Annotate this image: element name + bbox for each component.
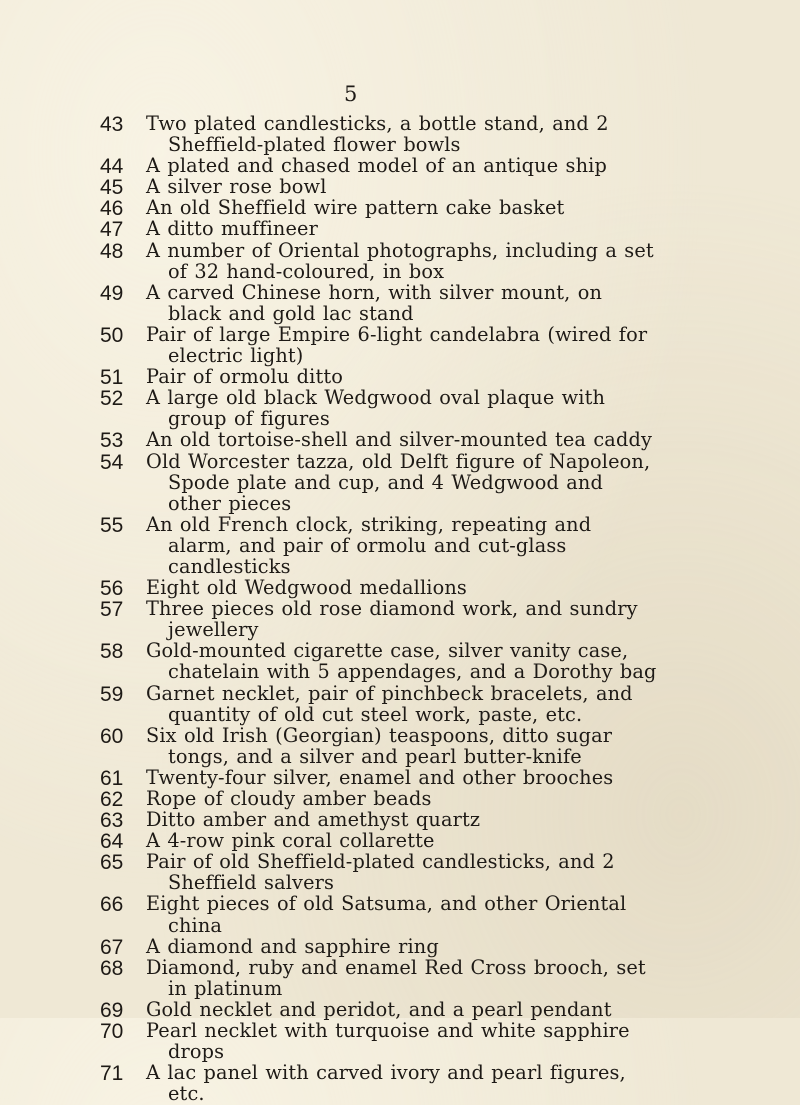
lot-number: 43 [100, 113, 124, 136]
lot-description: A lac panel with carved ivory and pearl figures, etc. [146, 1061, 626, 1105]
lot-number: 47 [100, 218, 124, 242]
lot-item [0, 598, 800, 640]
lot-item [0, 808, 800, 833]
lot-number: 44 [100, 155, 124, 179]
lot-item [0, 1020, 800, 1062]
lot-description: Six old Irish (Georgian) teaspoons, ditto sugar tongs, and a silver and pearl butter-knife [146, 723, 613, 768]
lot-description: Gold necklet and peridot, and a pearl pendant [146, 997, 612, 1021]
lot-number: 49 [100, 281, 124, 305]
lot-item [0, 428, 800, 453]
lot-number: 50 [100, 323, 124, 347]
lot-item [0, 387, 800, 429]
lot-description: A ditto muffineer [146, 217, 318, 241]
lot-item [0, 767, 800, 788]
lot-number: 56 [100, 577, 124, 601]
lot-description: Pair of old Sheffield-plated candlesticks, and 2 Sheffield salvers [146, 850, 615, 895]
lot-description: A large old black Wedgwood oval plaque with group of figures [146, 386, 606, 431]
lot-description: Pair of large Empire 6-light candelabra (wired for electric light) [146, 322, 648, 368]
lot-description: An old Sheffield wire pattern cake basket [146, 196, 565, 220]
lot-description: Ditto amber and amethyst quartz [146, 808, 481, 832]
lot-number: 60 [100, 724, 124, 748]
lot-item [0, 196, 800, 221]
lot-item [0, 936, 800, 957]
lot-description: A diamond and sapphire ring [146, 934, 439, 958]
lot-item [0, 683, 800, 725]
lot-item [0, 640, 800, 682]
lot-description: A carved Chinese horn, with silver mount, on black and gold lac stand [146, 280, 603, 325]
lot-number: 48 [100, 239, 124, 263]
lot-list [0, 113, 800, 1104]
page-number: 5 [344, 82, 358, 106]
lot-number: 64 [100, 830, 124, 854]
lot-description: Rope of cloudy amber beads [146, 787, 432, 810]
lot-description: Diamond, ruby and enamel Red Cross brooch, set in platinum [146, 955, 646, 1000]
lot-description: Eight old Wedgwood medallions [146, 576, 467, 600]
lot-item [0, 365, 800, 390]
lot-item [0, 788, 800, 809]
lot-item [0, 217, 800, 242]
lot-item [0, 324, 800, 366]
lot-item [0, 999, 800, 1020]
lot-number: 57 [100, 598, 124, 622]
lot-item [0, 113, 800, 155]
lot-description: Pearl necklet with turquoise and white sapphire drops [146, 1019, 630, 1064]
lot-item [0, 514, 800, 577]
lot-description: Pair of ormolu ditto [146, 365, 344, 389]
lot-number: 62 [100, 788, 124, 811]
lot-number: 65 [100, 851, 124, 875]
lot-description: Old Worcester tazza, old Delft figure of Napoleon, Spode plate and cup, and 4 Wedgwood and other pieces [146, 449, 651, 515]
lot-description: Garnet necklet, pair of pinchbeck bracelets, and quantity of old cut steel work, paste, etc. [146, 681, 633, 726]
lot-description: A silver rose bowl [146, 175, 327, 199]
lot-number: 63 [100, 809, 124, 833]
lot-item [0, 282, 800, 324]
lot-description: An old tortoise-shell and silver-mounted tea caddy [146, 428, 652, 452]
lot-number: 67 [100, 935, 124, 959]
lot-number: 45 [100, 176, 124, 200]
lot-item [0, 451, 800, 514]
lot-item [0, 576, 800, 601]
lot-number: 54 [100, 450, 124, 474]
lot-item [0, 957, 800, 999]
lot-item [0, 240, 800, 282]
lot-item [0, 893, 800, 935]
lot-item [0, 175, 800, 200]
lot-description: Eight pieces of old Satsuma, and other Oriental china [146, 892, 627, 937]
lot-number: 46 [100, 197, 124, 221]
lot-number: 59 [100, 682, 124, 706]
lot-item [0, 725, 800, 767]
lot-description: Twenty-four silver, enamel and other brooches [146, 765, 614, 789]
lot-description: A 4-row pink coral collarette [146, 829, 435, 853]
lot-number: 52 [100, 387, 124, 411]
lot-number: 51 [100, 366, 124, 390]
lot-number: 58 [100, 640, 124, 664]
lot-description: A plated and chased model of an antique ship [146, 154, 607, 178]
lot-item [0, 851, 800, 893]
lot-number: 71 [100, 1062, 124, 1086]
lot-number: 69 [100, 998, 124, 1022]
lot-description: A number of Oriental photographs, including a set of 32 hand-coloured, in box [146, 238, 654, 283]
lot-item [0, 154, 800, 179]
lot-number: 61 [100, 766, 124, 790]
lot-number: 70 [100, 1020, 124, 1044]
lot-item [0, 829, 800, 854]
lot-description: Three pieces old rose diamond work, and sundry jewellery [146, 597, 638, 642]
lot-item [0, 1062, 800, 1104]
lot-description: An old French clock, striking, repeating and alarm, and pair of ormolu and cut-glass candlesticks [146, 512, 592, 578]
lot-description: Gold-mounted cigarette case, silver vanity case, chatelain with 5 appendages, and a Dorothy bag [146, 639, 657, 684]
lot-number: 66 [100, 893, 124, 917]
lot-number: 53 [100, 429, 124, 453]
lot-description: Two plated candlesticks, a bottle stand, and 2 Sheffield-plated flower bowls [146, 112, 609, 157]
lot-number: 55 [100, 513, 124, 537]
lot-number: 68 [100, 956, 124, 980]
